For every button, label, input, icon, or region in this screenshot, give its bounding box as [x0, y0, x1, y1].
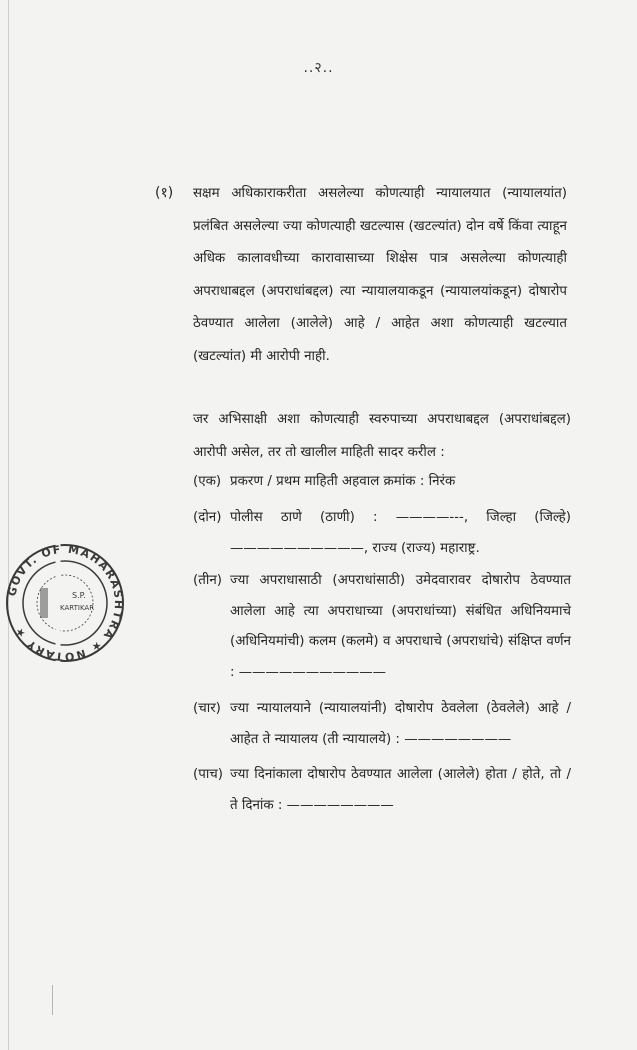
- list-item-text: ज्या दिनांकाला दोषारोप ठेवण्यात आलेला (आलेले) होता / होते, तो / ते दिनांक : ————————: [230, 767, 571, 813]
- list-item-text: पोलीस ठाणे (ठाणी) : ————---, जिल्हा (जिल्हे) ——————————, राज्य (राज्य) महाराष्ट्र.: [230, 510, 571, 556]
- list-item-label: (दोन): [193, 510, 222, 525]
- scan-edge-line: [8, 0, 9, 1050]
- svg-text:GOVT. OF MAHARASHTRA ★ NOTARY: GOVT. OF MAHARASHTRA ★ NOTARY ★: [5, 542, 126, 664]
- list-item-label: (चार): [193, 701, 221, 716]
- notary-stamp: [2, 540, 128, 666]
- list-item-text: प्रकरण / प्रथम माहिती अहवाल क्रमांक : निरंक: [230, 474, 456, 489]
- section-number: (१): [155, 185, 174, 201]
- svg-text:S.P.: S.P.: [72, 591, 86, 600]
- svg-text:KARTIKAR: KARTIKAR: [60, 604, 95, 612]
- page-number: ..२..: [303, 60, 334, 76]
- notary-seal-icon: [2, 540, 128, 666]
- list-item-text: ज्या न्यायालयाने (न्यायालयांनी) दोषारोप ठेवलेला (ठेवलेले) आहे / आहेत ते न्यायालय (ती न्यायालये) : ————————: [230, 701, 571, 747]
- paragraph-declaration: सक्षम अधिकाराकरीता असलेल्या कोणत्याही न्यायालयात (न्यायालयांत) प्रलंबित असलेल्या ज्या कोणत्याही खटल्यास (खटल्यांत) दोन वर्षे किंवा त्याहून अधिक कालावधीच्या कारावासाच्या शिक्षेस पात्र असलेल्या कोणत्याही अपराधाबद्दल (अपराधांबद्दल) त्या न्यायालयाकडून (न्यायालयांकडून) दोषारोप ठेवण्यात आलेला (आलेले) आहे / आहेत अशा कोणत्याही खटल्यात (खटल्यांत) मी आरोपी नाही.: [193, 186, 567, 364]
- paragraph-if-accused: जर अभिसाक्षी अशा कोणत्याही स्वरुपाच्या अपराधाबद्दल (अपराधांबद्दल) आरोपी असेल, तर तो खालील माहिती सादर करील :: [193, 412, 571, 460]
- list-item-text: ज्या अपराधासाठी (अपराधांसाठी) उमेदवारावर दोषारोप ठेवण्यात आलेला आहे त्या अपराधाच्या (अपराधांच्या) संबंधित अधिनियमाचे (अधिनियमांची) कलम (कलमे) व अपराधाचे (अपराधांचे) संक्षिप्त वर्णन : ———————————: [230, 573, 571, 680]
- margin-mark: [52, 985, 53, 1015]
- list-item-label: (तीन): [193, 573, 222, 588]
- list-item-label: (एक): [193, 474, 222, 489]
- list-item-label: (पाच): [193, 767, 224, 782]
